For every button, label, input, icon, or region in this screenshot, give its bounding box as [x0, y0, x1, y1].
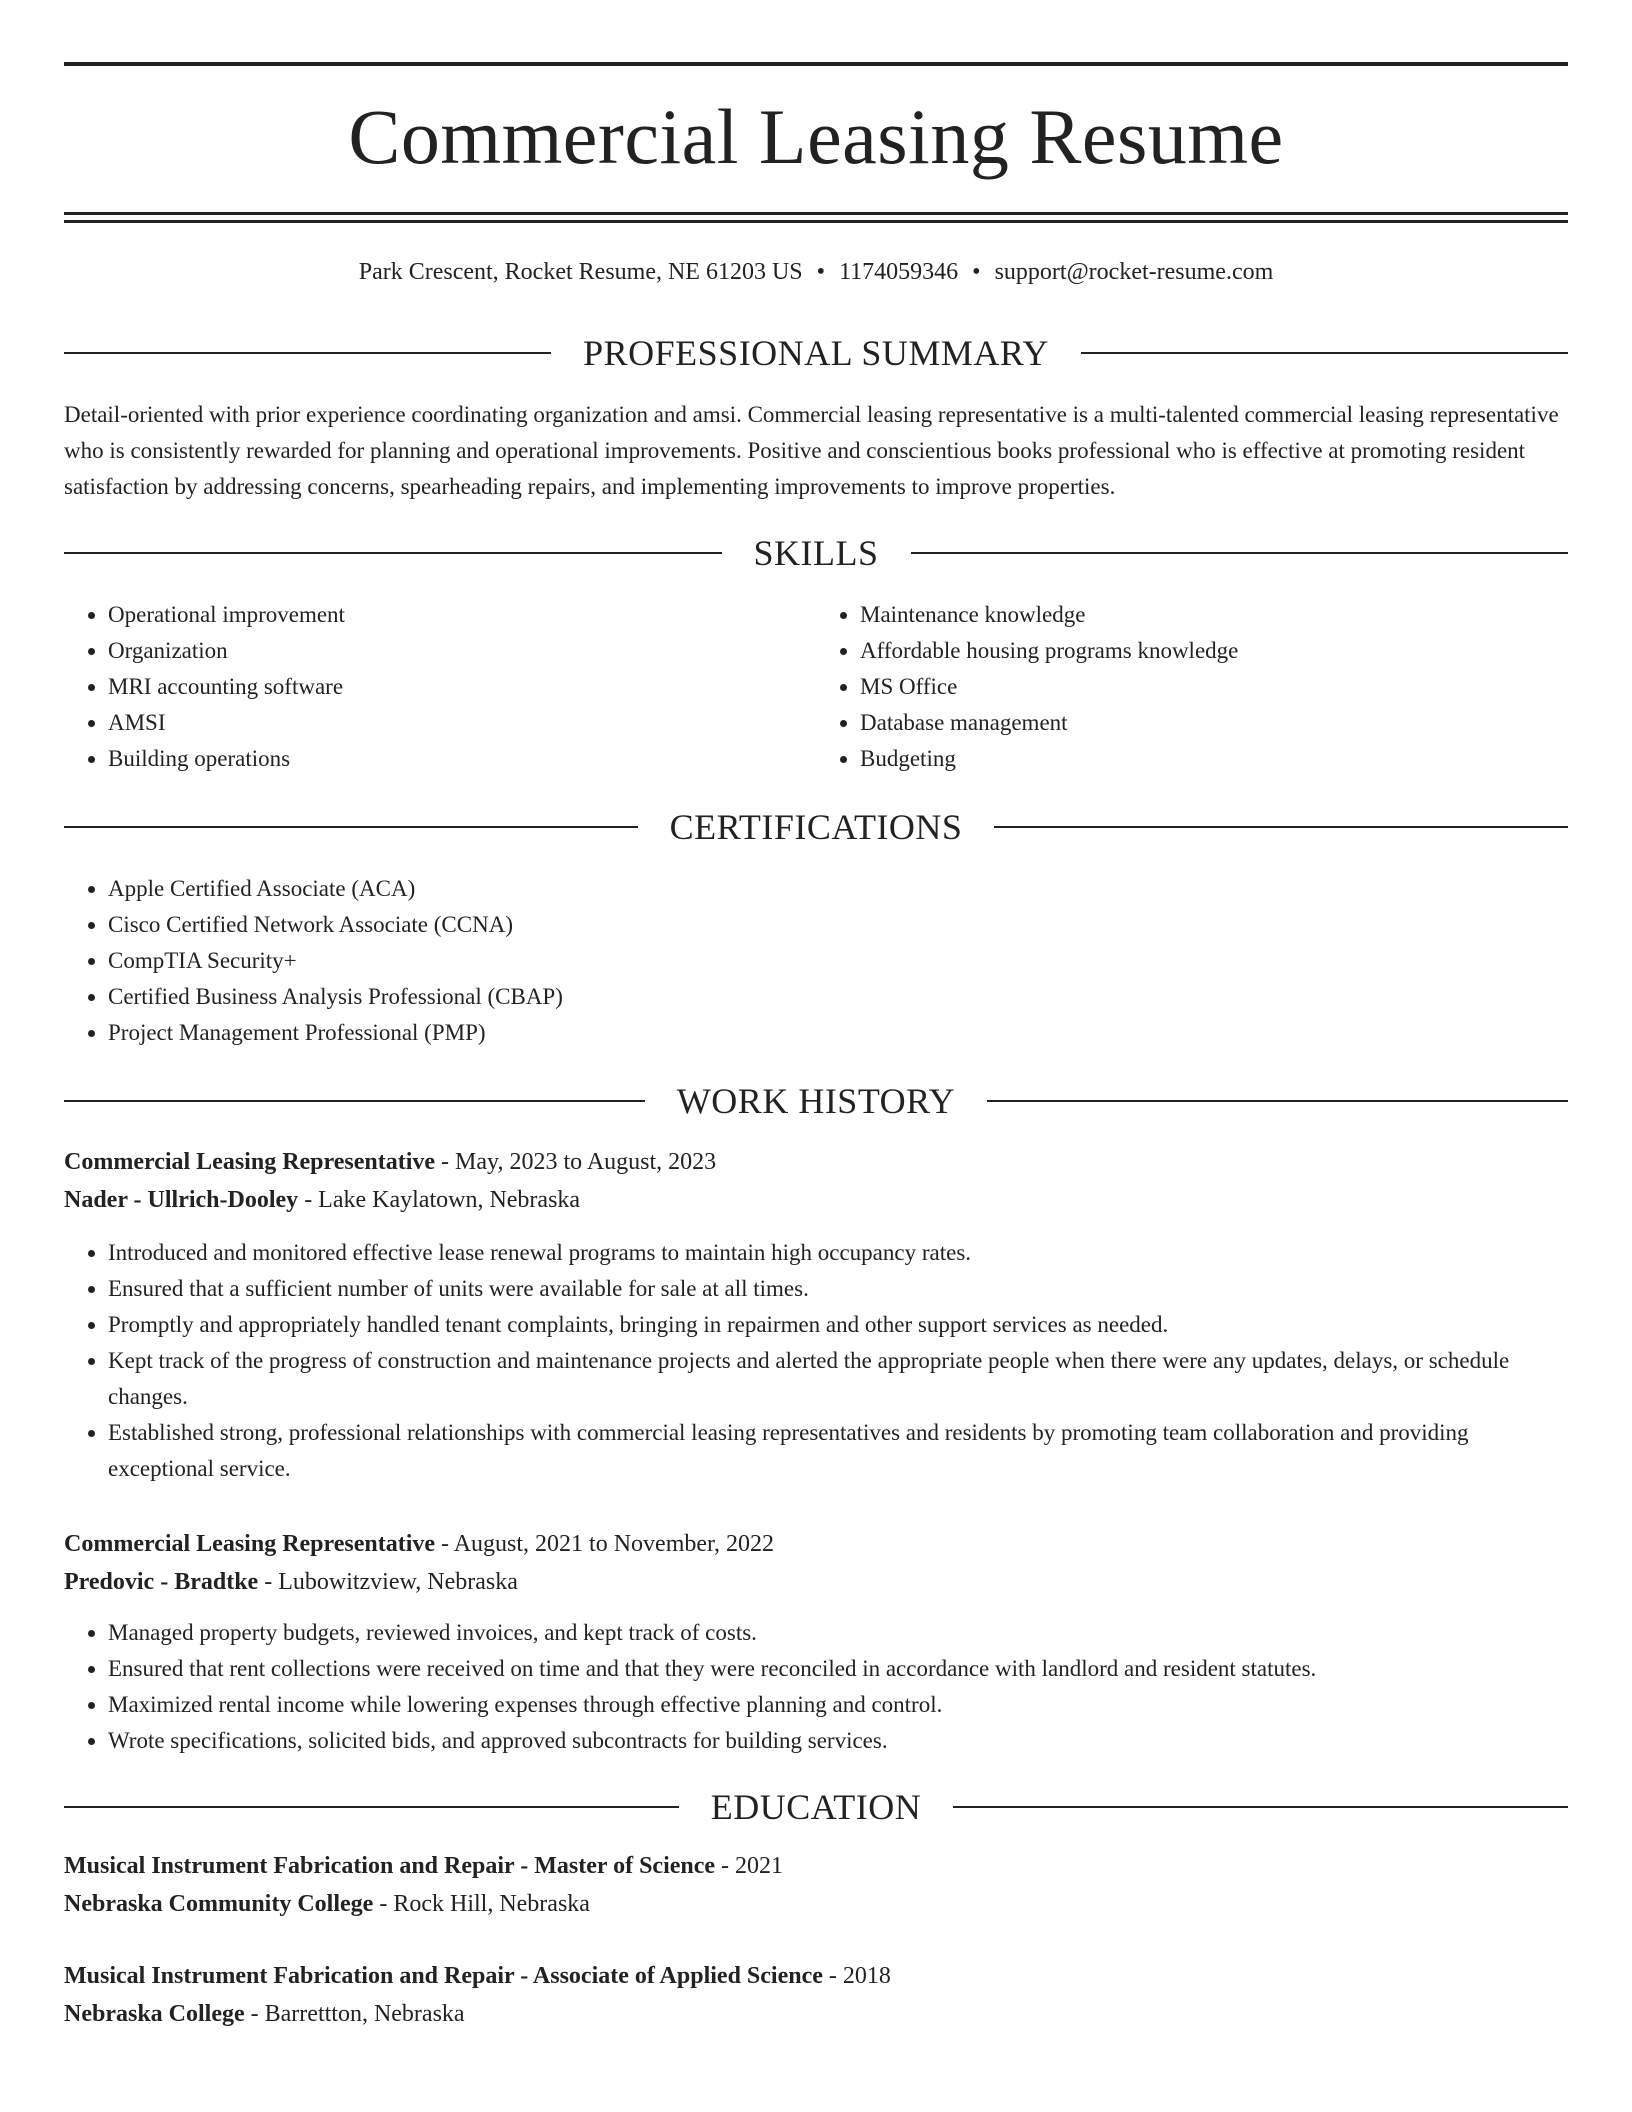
- heading-rule: [994, 826, 1568, 828]
- contact-email: support@rocket-resume.com: [994, 259, 1274, 285]
- job-location: - Lubowitzview, Nebraska: [258, 1569, 518, 1595]
- skills-section-heading: [64, 535, 1568, 571]
- skill-item: • Maintenance knowledge: [860, 597, 1568, 633]
- job-bullet: • Ensured that a sufficient number of units were available for sale at all times.: [108, 1271, 1568, 1307]
- job-entry: [64, 1143, 1568, 1487]
- certification-item: • Project Management Professional (PMP): [108, 1015, 1568, 1051]
- skill-item: • MS Office: [860, 669, 1568, 705]
- skills-list: [64, 597, 1568, 777]
- job-bullet: • Promptly and appropriately handled tenant complaints, bringing in repairmen and other support services as needed.: [108, 1307, 1568, 1343]
- job-dates: - May, 2023 to August, 2023: [435, 1149, 717, 1175]
- job-company-line: [64, 1181, 1568, 1219]
- job-title: Commercial Leasing Representative: [64, 1149, 436, 1175]
- skill-item: • Operational improvement: [108, 597, 816, 633]
- contact-line: [64, 257, 1568, 287]
- skill-item: • MRI accounting software: [108, 669, 816, 705]
- work-section-heading: [64, 1083, 1568, 1119]
- education-heading-label: EDUCATION: [710, 1787, 922, 1827]
- skill-item: • Building operations: [108, 741, 816, 777]
- education-degree-line: [64, 1957, 1568, 1995]
- heading-rule: [64, 1100, 645, 1102]
- heading-rule: [953, 1806, 1568, 1808]
- education-degree-line: [64, 1847, 1568, 1885]
- summary-text: Detail-oriented with prior experience coordinating organization and amsi. Commercial leasing representative is a multi-talented commercial leasing representative who is consistently rewarded for planning and operational improvements. Positive and conscientious books professional who is effective at promoting resident satisfaction by addressing concerns, spearheading repairs, and implementing improvements to improve properties.: [64, 402, 1559, 499]
- job-bullet: • Introduced and monitored effective lease renewal programs to maintain high occupancy rates.: [108, 1235, 1568, 1271]
- heading-rule: [64, 1806, 679, 1808]
- job-title: Commercial Leasing Representative: [64, 1531, 436, 1557]
- contact-separator: •: [972, 259, 981, 285]
- heading-rule: [64, 552, 722, 554]
- certifications-list: [64, 871, 1568, 1051]
- resume-title: Commercial Leasing Resume: [348, 93, 1284, 180]
- heading-rule: [64, 826, 638, 828]
- certification-item: • Certified Business Analysis Professional (CBAP): [108, 979, 1568, 1015]
- contact-separator: •: [816, 259, 826, 285]
- skill-item: • Budgeting: [860, 741, 1568, 777]
- contact-phone: 1174059346: [839, 259, 959, 285]
- certification-item: • Cisco Certified Network Associate (CCNA): [108, 907, 1568, 943]
- contact-address: Park Crescent, Rocket Resume, NE 61203 US: [358, 259, 803, 285]
- job-company: Predovic - Bradtke: [64, 1569, 259, 1595]
- heading-rule: [64, 352, 551, 354]
- skill-item: • Organization: [108, 633, 816, 669]
- certification-item: • Apple Certified Associate (ACA): [108, 871, 1568, 907]
- education-year: - 2018: [822, 1963, 891, 1989]
- heading-rule: [987, 1100, 1568, 1102]
- summary-heading-label: PROFESSIONAL SUMMARY: [583, 333, 1049, 373]
- job-title-line: [64, 1525, 1568, 1563]
- job-bullet: • Established strong, professional relationships with commercial leasing representatives and residents by promoting team collaboration and providing exceptional service.: [108, 1415, 1568, 1487]
- certifications-heading-label: CERTIFICATIONS: [669, 807, 963, 847]
- work-heading-label: WORK HISTORY: [676, 1081, 956, 1121]
- education-school: Nebraska Community College: [64, 1891, 374, 1917]
- job-dates: - August, 2021 to November, 2022: [435, 1531, 775, 1557]
- heading-rule: [911, 552, 1569, 554]
- title-double-rule: [64, 212, 1568, 223]
- education-school-line: [64, 1885, 1568, 1923]
- certification-item: • CompTIA Security+: [108, 943, 1568, 979]
- job-company: Nader - Ullrich-Dooley: [64, 1187, 299, 1213]
- job-bullet: • Ensured that rent collections were received on time and that they were reconciled in accordance with landlord and resident statutes.: [108, 1651, 1568, 1687]
- job-bullet: • Wrote specifications, solicited bids, and approved subcontracts for building services.: [108, 1723, 1568, 1759]
- education-section-heading: [64, 1789, 1568, 1825]
- job-bullet: • Managed property budgets, reviewed invoices, and kept track of costs.: [108, 1615, 1568, 1651]
- education-entry: [64, 1847, 1568, 1923]
- certifications-section-heading: [64, 809, 1568, 845]
- job-location: - Lake Kaylatown, Nebraska: [298, 1187, 581, 1213]
- education-degree: Musical Instrument Fabrication and Repair - Master of Science: [64, 1853, 716, 1879]
- job-bullet: • Kept track of the progress of construction and maintenance projects and alerted the appropriate people when there were any updates, delays, or schedule changes.: [108, 1343, 1568, 1415]
- heading-rule: [1081, 352, 1568, 354]
- education-location: - Rock Hill, Nebraska: [373, 1891, 590, 1917]
- education-year: - 2021: [715, 1853, 784, 1879]
- skills-column-left: [64, 597, 816, 777]
- education-entry: [64, 1957, 1568, 2033]
- education-degree: Musical Instrument Fabrication and Repair - Associate of Applied Science: [64, 1963, 823, 1989]
- job-title-line: [64, 1143, 1568, 1181]
- job-entry: [64, 1525, 1568, 1759]
- job-bullet: • Maximized rental income while lowering expenses through effective planning and control.: [108, 1687, 1568, 1723]
- job-company-line: [64, 1563, 1568, 1601]
- skill-item: • Affordable housing programs knowledge: [860, 633, 1568, 669]
- skill-item: • Database management: [860, 705, 1568, 741]
- education-school-line: [64, 1995, 1568, 2033]
- skills-heading-label: SKILLS: [753, 533, 879, 573]
- skill-item: • AMSI: [108, 705, 816, 741]
- skills-column-right: [816, 597, 1568, 777]
- education-location: - Barrettton, Nebraska: [244, 2001, 465, 2027]
- job-bullets: [64, 1235, 1568, 1487]
- summary-section-heading: [64, 335, 1568, 371]
- top-rule: [64, 62, 1568, 66]
- education-school: Nebraska College: [64, 2001, 245, 2027]
- job-bullets: [64, 1615, 1568, 1759]
